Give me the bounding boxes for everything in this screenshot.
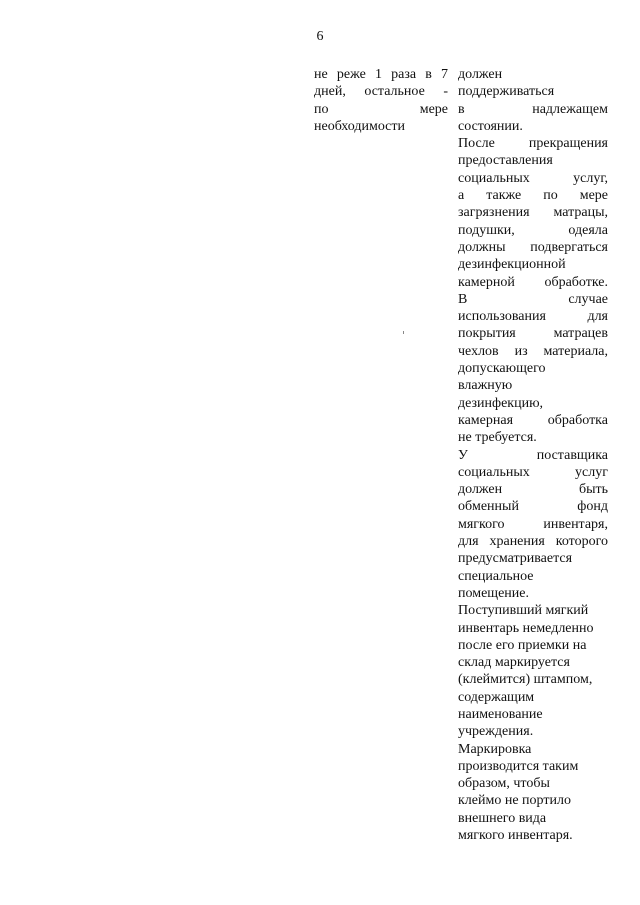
text-line: подушки, одеяла: [458, 222, 608, 238]
text-line: после его приемки на: [458, 637, 587, 653]
text-line: инвентарь немедленно: [458, 620, 594, 636]
scan-artifact-dot: [403, 331, 404, 334]
text-line: Поступивший мягкий: [458, 603, 589, 619]
text-line: должен быть: [458, 482, 608, 498]
text-line: Маркировка: [458, 741, 532, 757]
text-line: образом, чтобы: [458, 776, 550, 792]
text-line: должен: [458, 67, 503, 82]
text-line: помещение.: [458, 585, 529, 601]
text-line: социальных услуг: [458, 464, 608, 480]
text-line: использования для: [458, 309, 608, 325]
text-line: а также по мере: [458, 188, 608, 204]
text-line: состоянии.: [458, 118, 523, 134]
text-line: загрязнения матрацы,: [458, 205, 608, 221]
text-line: мягкого инвентаря,: [458, 516, 608, 532]
text-line: для хранения которого: [458, 534, 608, 550]
text-line: склад маркируется: [458, 655, 570, 671]
text-line: влажную: [458, 378, 513, 394]
text-line: мягкого инвентаря.: [458, 828, 573, 844]
text-line: В случае: [458, 291, 608, 307]
page-number: 6: [316, 29, 324, 44]
text-line: После прекращения: [458, 136, 608, 152]
text-line: дней, остальное -: [314, 84, 448, 100]
text-line: чехлов из материала,: [458, 343, 608, 359]
text-line: камерная обработка: [458, 412, 608, 428]
text-line: должны подвергаться: [458, 239, 608, 255]
text-line: обменный фонд: [458, 499, 608, 515]
text-line: производится таким: [458, 758, 579, 774]
text-line: по мере: [314, 101, 448, 117]
text-line: социальных услуг,: [458, 170, 608, 186]
text-line: (клеймится) штампом,: [458, 672, 593, 688]
text-line: специальное: [458, 568, 534, 584]
text-line: предусматривается: [458, 551, 573, 567]
text-line: внешнего вида: [458, 810, 547, 826]
text-line: не реже 1 раза в 7: [314, 67, 448, 82]
text-line: наименование: [458, 706, 543, 722]
text-line: дезинфекционной: [458, 257, 566, 273]
text-line: не требуется.: [458, 430, 537, 446]
text-line: предоставления: [458, 153, 553, 169]
text-line: в надлежащем: [458, 101, 608, 117]
text-line: поддерживаться: [458, 84, 555, 100]
text-line: У поставщика: [458, 447, 608, 463]
text-line: допускающего: [458, 361, 546, 377]
text-line: покрытия матрацев: [458, 326, 608, 342]
text-line: необходимости: [314, 118, 406, 134]
text-line: учреждения.: [458, 724, 534, 740]
text-line: клеймо не портило: [458, 793, 571, 809]
right-column-text: [458, 66, 608, 844]
left-column-text: [314, 66, 448, 135]
text-line: содержащим: [458, 689, 535, 705]
text-line: дезинфекцию,: [458, 395, 544, 411]
text-line: камерной обработке.: [458, 274, 608, 290]
